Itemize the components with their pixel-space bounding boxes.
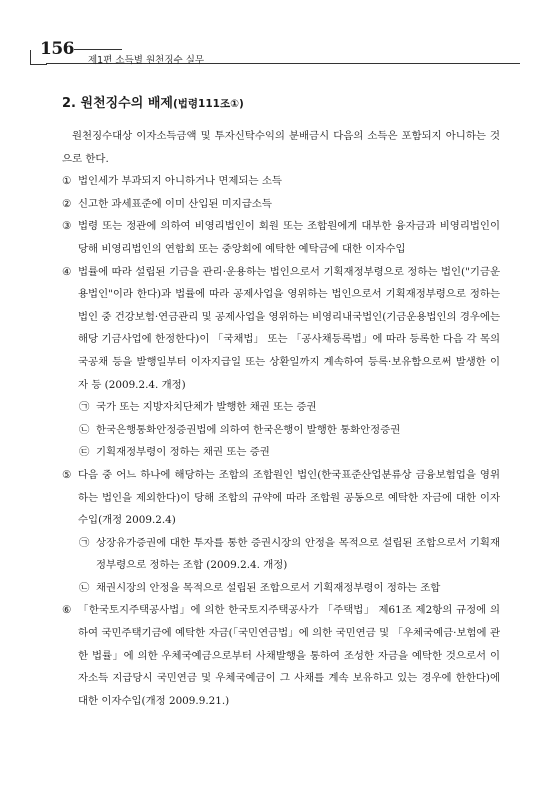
sub-item-number: ㉠ bbox=[79, 536, 90, 549]
section-title bbox=[62, 92, 244, 111]
item-text: 신고한 과세표준에 이미 산입된 미지급소득 bbox=[78, 197, 272, 210]
header-rule-top bbox=[74, 49, 122, 50]
sub-item-4-b bbox=[62, 419, 500, 442]
page-header bbox=[30, 36, 520, 66]
item-text: 「한국토지주택공사법」에 의한 한국토지주택공사가 「주택법」 제61조 제2항의 규정에 의하여 국민주택기금에 예탁한 자금(「국민연금법」에 의한 국민연금 및 「우체국예금·보험에 관한 법률」에 의한 우체국예금으로부터 사채발행을 통하여 조성한 자금을 예탁한 것으로서 이자소득 지급당시 국민연금 및 우체국예금이 그 사채를 계속 보유하고 있는 경우에 한한다)에 대한 이자수입(개정 2009.9.21.) bbox=[78, 604, 500, 707]
item-text: 법인세가 부과되지 아니하거나 면제되는 소득 bbox=[78, 175, 282, 188]
sub-item-4-c bbox=[62, 441, 500, 464]
sub-item-text: 기획재정부령이 정하는 채권 또는 증권 bbox=[96, 446, 270, 459]
intro-paragraph: 원천징수대상 이자소득금액 및 투자신탁수익의 분배금시 다음의 소득은 포함되지 아니하는 것으로 한다. bbox=[62, 130, 500, 165]
item-number: ④ bbox=[62, 265, 72, 278]
sub-item-number: ㉢ bbox=[79, 446, 90, 459]
item-number: ① bbox=[62, 175, 72, 188]
list-item-4 bbox=[62, 261, 500, 397]
sub-item-number: ㉡ bbox=[79, 423, 90, 436]
list-item-2 bbox=[62, 193, 500, 216]
item-number: ⑥ bbox=[62, 604, 72, 617]
sub-item-text: 채권시장의 안정을 목적으로 설립된 조합으로서 기획재정부령이 정하는 조합 bbox=[96, 581, 441, 594]
section-title-text: 2. 원천징수의 배제 bbox=[62, 96, 173, 111]
sub-item-number: ㉠ bbox=[79, 401, 90, 414]
item-text: 법령 또는 정관에 의하여 비영리법인이 회원 또는 조합원에게 대부한 융자금과 비영리법인이 당해 비영리법인의 연합회 또는 중앙회에 예탁한 예탁금에 대한 이자수입 bbox=[78, 220, 500, 255]
item-number: ③ bbox=[62, 220, 72, 233]
document-body bbox=[62, 125, 500, 712]
list-item-1 bbox=[62, 170, 500, 193]
list-item-3 bbox=[62, 215, 500, 260]
item-number: ⑤ bbox=[62, 468, 72, 481]
sub-item-number: ㉡ bbox=[79, 581, 90, 594]
sub-item-text: 국가 또는 지방자치단체가 발행한 채권 또는 증권 bbox=[96, 401, 317, 414]
header-title: 제1편 소득별 원천징수 실무 bbox=[88, 55, 205, 66]
section-title-ref: (법령111조①) bbox=[172, 98, 244, 110]
sub-item-5-a bbox=[62, 532, 500, 577]
item-text: 법률에 따라 설립된 기금을 관리·운용하는 법인으로서 기획재정부령으로 정하는 법인("기금운용법인"이라 한다)과 법률에 따라 공제사업을 영위하는 법인으로서 기획재정부령으로 정하는 법인 중 건강보험·연금관리 및 공제사업을 영위하는 비영리내국법인(기금운용법인의 경우에는 해당 기금사업에 한정한다)이 「국채법」 또는 「공사채등록법」에 따라 등록한 다음 각 목의국공채 등을 발행일부터 이자지급일 또는 상환일까지 계속하여 등록·보유함으로써 발생한 이자 등 (2009.2.4. 개정) bbox=[78, 265, 500, 391]
header-bracket bbox=[30, 50, 47, 65]
item-number: ② bbox=[62, 197, 72, 210]
list-item-6 bbox=[62, 599, 500, 712]
sub-item-text: 한국은행통화안정증권법에 의하여 한국은행이 발행한 통화안정증권 bbox=[96, 423, 401, 436]
sub-item-4-a bbox=[62, 396, 500, 419]
sub-item-text: 상장유가증권에 대한 투자를 통한 증권시장의 안정을 목적으로 설립된 조합으로서 기획재정부령으로 정하는 조합 (2009.2.4. 개정) bbox=[96, 536, 500, 572]
list-item-5 bbox=[62, 464, 500, 532]
sub-item-5-b bbox=[62, 577, 500, 600]
item-text: 다음 중 어느 하나에 해당하는 조합의 조합원인 법인(한국표준산업분류상 금융보험업을 영위하는 법인을 제외한다)이 당해 조합의 규약에 따라 조합원 공동으로 예탁한 자금에 대한 이자수입(개정 2009.2.4) bbox=[78, 468, 500, 527]
page-number: 156 bbox=[40, 39, 74, 59]
